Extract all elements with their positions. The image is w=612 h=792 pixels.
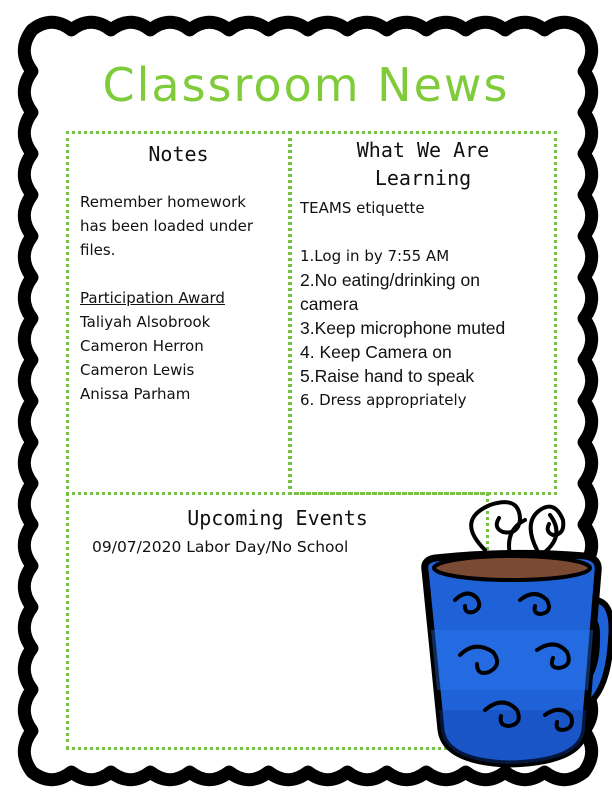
coffee-mug-icon — [415, 480, 612, 792]
events-body — [92, 535, 348, 559]
page-title: Classroom News — [102, 58, 510, 112]
notes-body — [80, 190, 253, 406]
notes-line: Remember homework — [80, 193, 246, 211]
notes-line: files. — [80, 241, 116, 259]
notes-heading: Notes — [148, 142, 209, 166]
award-name: Cameron Lewis — [80, 361, 195, 379]
learning-item: 6. Dress appropriately — [300, 391, 467, 409]
award-name: Anissa Parham — [80, 385, 191, 403]
learning-heading — [289, 136, 557, 192]
award-heading: Participation Award — [80, 289, 225, 307]
notes-line: has been loaded under — [80, 217, 254, 235]
events-heading: Upcoming Events — [187, 506, 368, 530]
award-name: Cameron Herron — [80, 337, 204, 355]
learning-item: 4. Keep Camera on — [300, 342, 452, 362]
learning-item: camera — [300, 294, 359, 314]
learning-item: 2.No eating/drinking on — [300, 270, 480, 290]
event-item: 09/07/2020 Labor Day/No School — [92, 538, 349, 556]
award-name: Taliyah Alsobrook — [80, 313, 211, 331]
learning-item: 5.Raise hand to speak — [300, 366, 475, 386]
learning-intro: TEAMS etiquette — [300, 199, 425, 217]
learning-body — [300, 196, 505, 412]
learning-heading-line: Learning — [374, 166, 472, 190]
learning-item: 1.Log in by 7:55 AM — [300, 247, 450, 265]
learning-heading-line: What We Are — [356, 138, 490, 162]
learning-item: 3.Keep microphone muted — [300, 318, 506, 338]
